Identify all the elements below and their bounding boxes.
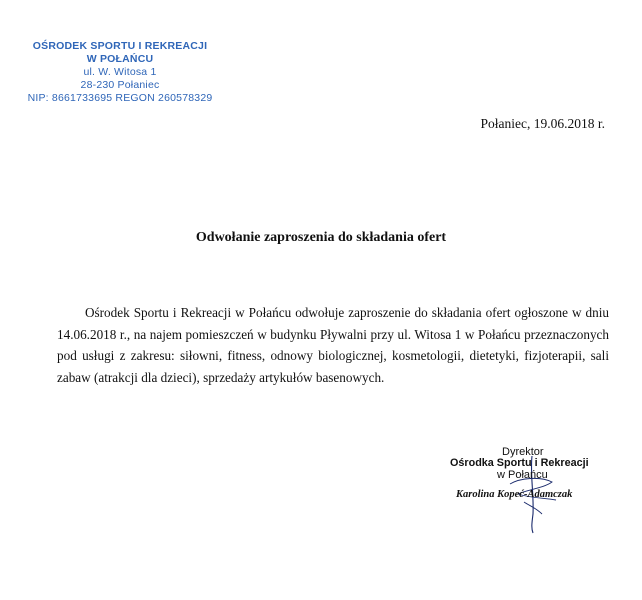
stamp-name-line: OŚRODEK SPORTU I REKREACJI: [32, 40, 208, 52]
signatory-title: Dyrektor: [502, 446, 544, 458]
document-title: Odwołanie zaproszenia do składania ofert: [195, 230, 447, 245]
document-body: Ośrodek Sportu i Rekreacji w Połańcu odwołuje zaproszenie do składania ofert ogłoszone w dniu 14.06.2018 r., na najem pomieszczeń w budynku Pływalni przy ul. Witosa 1 w Połańcu przeznaczonych pod usługi z zakresu: siłowni, fitness, odnowy biologicznej, kosmetologii, dietetyki, fizjoterapii, sali zabaw (atrakcji dla dzieci), sprzedaży artykułów basenowych.: [57, 305, 609, 385]
stamp-city-line: W POŁAŃCU: [86, 53, 154, 65]
signatory-name: Karolina Kopeć-Adamczak: [456, 489, 573, 500]
stamp-street-line: ul. W. Witosa 1: [83, 66, 157, 78]
institution-stamp: [14, 40, 226, 105]
stamp-postal-line: 28-230 Połaniec: [80, 79, 160, 91]
signatory-city: w Połańcu: [497, 469, 548, 481]
stamp-tax-line: NIP: 8661733695 REGON 260578329: [27, 92, 213, 104]
place-date: Połaniec, 19.06.2018 r.: [480, 116, 605, 131]
signatory-organization: Ośrodka Sportu i Rekreacji: [450, 457, 589, 469]
